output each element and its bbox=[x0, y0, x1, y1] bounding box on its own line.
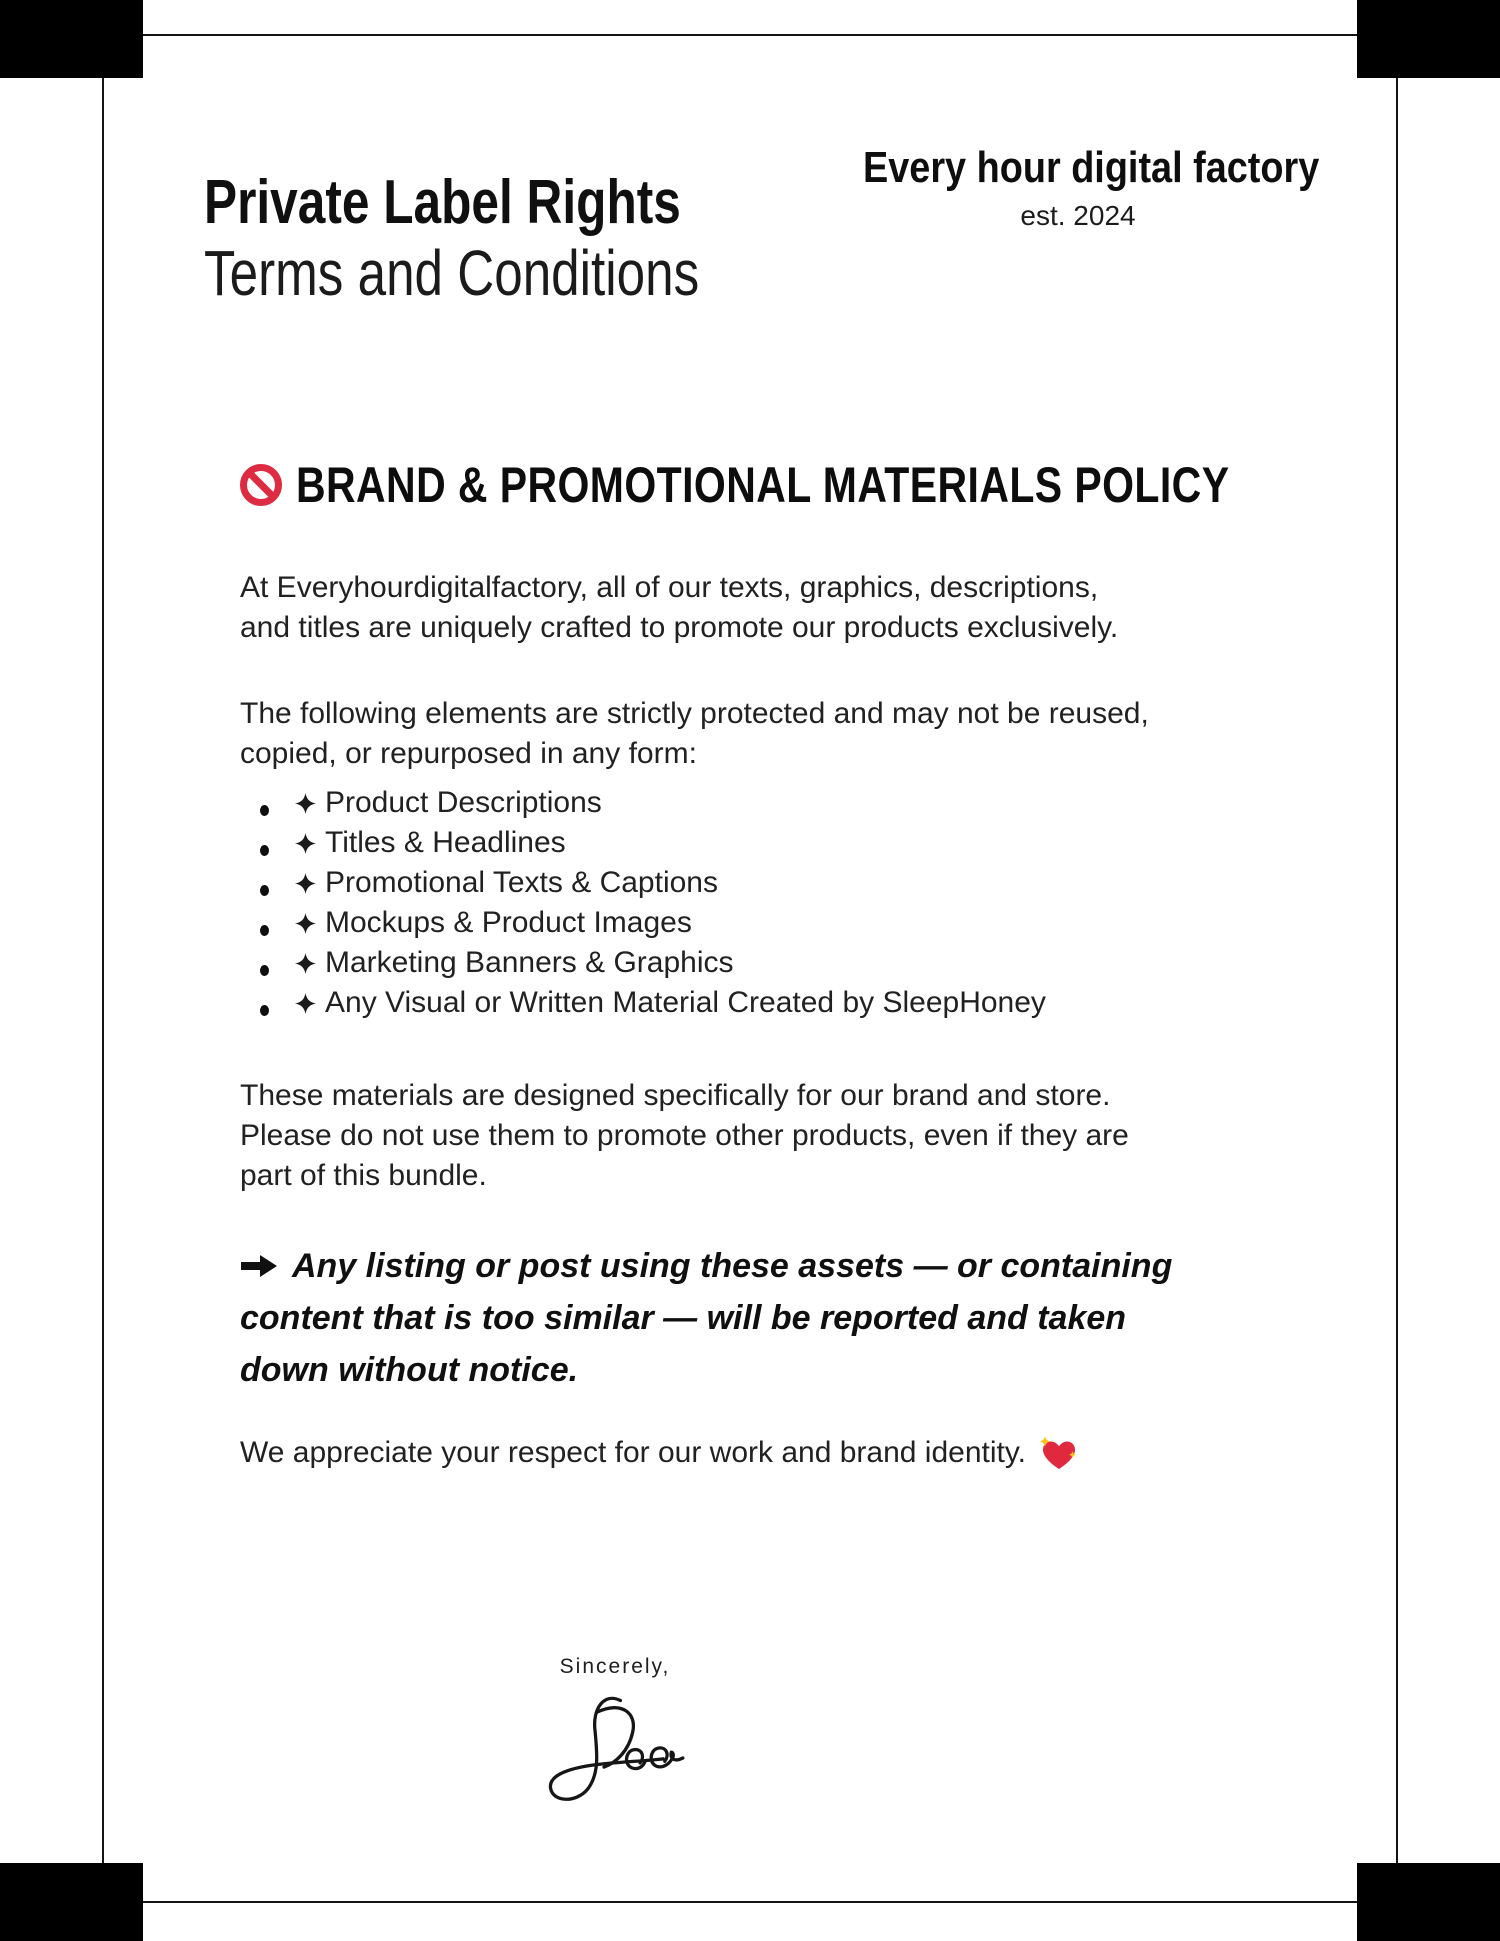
list-item-label: Marketing Banners & Graphics bbox=[325, 946, 734, 979]
no-entry-icon bbox=[240, 464, 282, 506]
list-item-label: Mockups & Product Images bbox=[325, 906, 692, 939]
text-line: content that is too similar — will be reported and taken bbox=[240, 1299, 1127, 1337]
four-pointed-star-icon bbox=[294, 912, 317, 935]
bullet-dot-icon bbox=[260, 805, 269, 816]
list-item-label: Any Visual or Written Material Created by SleepHoney bbox=[325, 986, 1046, 1019]
warning-paragraph bbox=[240, 1240, 1172, 1396]
brand-block bbox=[828, 144, 1328, 232]
policy-heading-row bbox=[240, 457, 1434, 513]
text-line: copied, or repurposed in any form: bbox=[240, 737, 697, 770]
right-arrow-icon bbox=[240, 1253, 278, 1279]
brand-name: Every hour digital factory bbox=[863, 143, 1320, 192]
text-line: The following elements are strictly protected and may not be reused, bbox=[240, 697, 1149, 730]
text-line: Any listing or post using these assets — or containing bbox=[292, 1247, 1173, 1285]
list-item bbox=[240, 983, 1046, 1023]
text-line: We appreciate your respect for our work and brand identity. bbox=[240, 1436, 1026, 1469]
policy-heading: BRAND & PROMOTIONAL MATERIALS POLICY bbox=[296, 457, 1230, 513]
protected-intro-paragraph bbox=[240, 694, 1149, 774]
text-line: Please do not use them to promote other products, even if they are bbox=[240, 1119, 1129, 1152]
list-item-label: Titles & Headlines bbox=[325, 826, 566, 859]
four-pointed-star-icon bbox=[294, 832, 317, 855]
bullet-dot-icon bbox=[260, 1005, 269, 1016]
list-item bbox=[240, 783, 1046, 823]
list-item bbox=[240, 903, 1046, 943]
bullet-dot-icon bbox=[260, 965, 269, 976]
text-line: down without notice. bbox=[240, 1351, 579, 1389]
text-line: part of this bundle. bbox=[240, 1159, 487, 1192]
brand-established: est. 2024 bbox=[1020, 200, 1136, 232]
four-pointed-star-icon bbox=[294, 992, 317, 1015]
text-line: At Everyhourdigitalfactory, all of our texts, graphics, descriptions, bbox=[240, 571, 1099, 604]
appreciation-line bbox=[240, 1433, 1078, 1473]
corner-accent-bottom-right bbox=[1357, 1863, 1500, 1941]
corner-accent-top-left bbox=[0, 0, 143, 78]
document-subtitle: Terms and Conditions bbox=[204, 237, 700, 309]
document-title: Private Label Rights bbox=[204, 168, 681, 237]
list-item-label: Product Descriptions bbox=[325, 786, 602, 819]
text-line: These materials are designed specifically for our brand and store. bbox=[240, 1079, 1111, 1112]
signature-block bbox=[465, 1655, 765, 1809]
four-pointed-star-icon bbox=[294, 952, 317, 975]
sparkling-heart-icon bbox=[1038, 1436, 1078, 1472]
text-line: and titles are uniquely crafted to promote our products exclusively. bbox=[240, 611, 1119, 644]
four-pointed-star-icon bbox=[294, 872, 317, 895]
bullet-dot-icon bbox=[260, 885, 269, 896]
corner-accent-top-right bbox=[1357, 0, 1500, 78]
list-item bbox=[240, 863, 1046, 903]
usage-paragraph bbox=[240, 1076, 1129, 1196]
intro-paragraph bbox=[240, 568, 1118, 648]
signature-name-text bbox=[523, 1679, 524, 1680]
bullet-dot-icon bbox=[260, 845, 269, 856]
list-item bbox=[240, 823, 1046, 863]
list-item-label: Promotional Texts & Captions bbox=[325, 866, 718, 899]
list-item bbox=[240, 943, 1046, 983]
signature-closing: Sincerely, bbox=[559, 1655, 671, 1678]
corner-accent-bottom-left bbox=[0, 1863, 143, 1941]
protected-items-list bbox=[240, 783, 1046, 1023]
bullet-dot-icon bbox=[260, 925, 269, 936]
signature-boo bbox=[523, 1689, 708, 1804]
four-pointed-star-icon bbox=[294, 792, 317, 815]
